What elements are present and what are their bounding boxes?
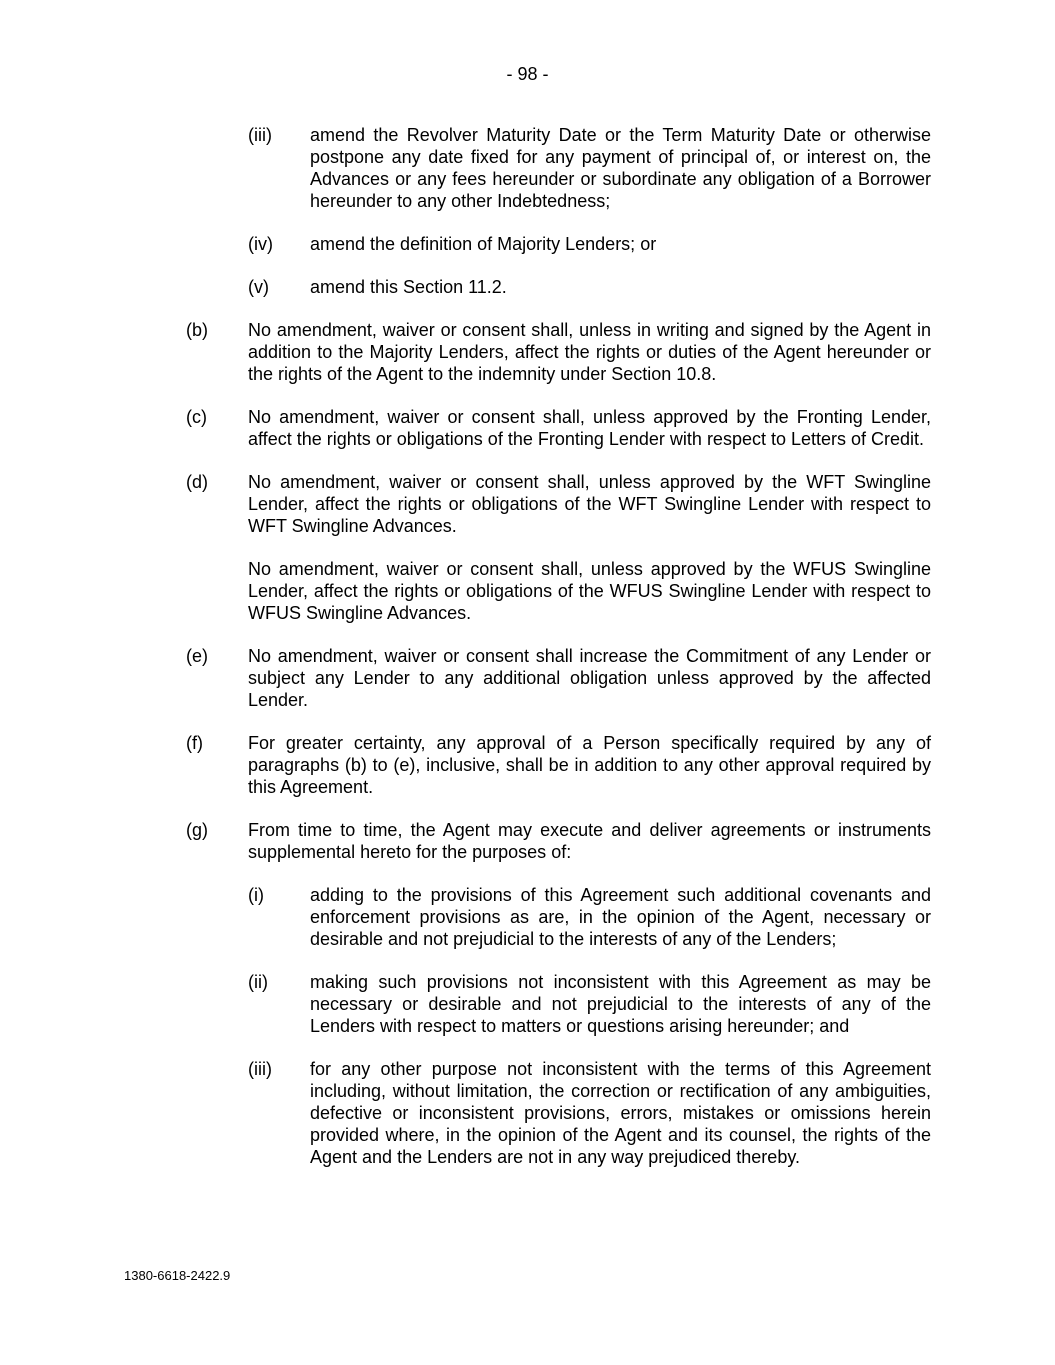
clause-d	[186, 471, 931, 537]
clause-text: making such provisions not inconsistent with this Agreement as may be necessary or desirable and not prejudicial to the interests of any of the Lenders with respect to matters or questions arising hereunder; and	[310, 972, 931, 1036]
document-id: 1380-6618-2422.9	[124, 1268, 231, 1283]
clause-text: for any other purpose not inconsistent with the terms of this Agreement including, without limitation, the correction or rectification of any ambiguities, defective or inconsistent provisions, errors, mistakes or omissions herein provided where, in the opinion of the Agent and its counsel, the rights of the Agent and the Lenders are not in any way prejudiced thereby.	[310, 1059, 931, 1167]
clause-text: No amendment, waiver or consent shall, unless approved by the Fronting Lender, affect the rights or obligations of the Fronting Lender with respect to Letters of Credit.	[248, 407, 931, 449]
clause-label: (i)	[248, 885, 264, 905]
clause-g-i	[186, 884, 931, 950]
clause-d-continued	[186, 558, 931, 624]
clause-text: amend this Section 11.2.	[310, 277, 507, 297]
clause-text: From time to time, the Agent may execute and deliver agreements or instruments supplemental hereto for the purposes of:	[248, 820, 931, 862]
clause-g-ii	[186, 971, 931, 1037]
clause-b	[186, 319, 931, 385]
clause-text: No amendment, waiver or consent shall, unless approved by the WFT Swingline Lender, affect the rights or obligations of the WFT Swingline Lender with respect to WFT Swingline Advances.	[248, 472, 931, 536]
clause-text: No amendment, waiver or consent shall, unless in writing and signed by the Agent in addition to the Majority Lenders, affect the rights or duties of the Agent hereunder or the rights of the Agent to the indemnity under Section 10.8.	[248, 320, 931, 384]
clause-c	[186, 406, 931, 450]
clause-label: (c)	[186, 407, 207, 427]
clause-e	[186, 645, 931, 711]
clause-label: (v)	[248, 277, 269, 297]
clause-text: amend the definition of Majority Lenders; or	[310, 234, 657, 254]
clause-g	[186, 819, 931, 863]
clause-text: For greater certainty, any approval of a Person specifically required by any of paragraphs (b) to (e), inclusive, shall be in addition to any other approval required by this Agreement.	[248, 733, 931, 797]
clause-text: No amendment, waiver or consent shall increase the Commitment of any Lender or subject any Lender to any additional obligation unless approved by the affected Lender.	[248, 646, 931, 710]
clause-a-iv	[186, 233, 931, 255]
clause-g-iii	[186, 1058, 931, 1168]
clause-label: (e)	[186, 646, 208, 666]
clause-text: adding to the provisions of this Agreement such additional covenants and enforcement provisions as are, in the opinion of the Agent, necessary or desirable and not prejudicial to the interests of any of the Lenders;	[310, 885, 931, 949]
clause-label: (f)	[186, 733, 203, 753]
clause-label: (ii)	[248, 972, 268, 992]
clause-a-v	[186, 276, 931, 298]
clause-label: (iii)	[248, 1059, 272, 1079]
clause-label: (iii)	[248, 125, 272, 145]
clause-text: amend the Revolver Maturity Date or the Term Maturity Date or otherwise postpone any date fixed for any payment of principal of, or interest on, the Advances or any fees hereunder or subordinate any obligation of a Borrower hereunder to any other Indebtedness;	[310, 125, 931, 211]
clause-a-iii	[186, 124, 931, 212]
clause-label: (g)	[186, 820, 208, 840]
document-body	[186, 124, 931, 1189]
clause-label: (iv)	[248, 234, 273, 254]
clause-label: (d)	[186, 472, 208, 492]
clause-f	[186, 732, 931, 798]
clause-label: (b)	[186, 320, 208, 340]
clause-text: No amendment, waiver or consent shall, unless approved by the WFUS Swingline Lender, affect the rights or obligations of the WFUS Swingline Lender with respect to WFUS Swingline Advances.	[248, 559, 931, 623]
page-number: - 98 -	[506, 64, 549, 84]
